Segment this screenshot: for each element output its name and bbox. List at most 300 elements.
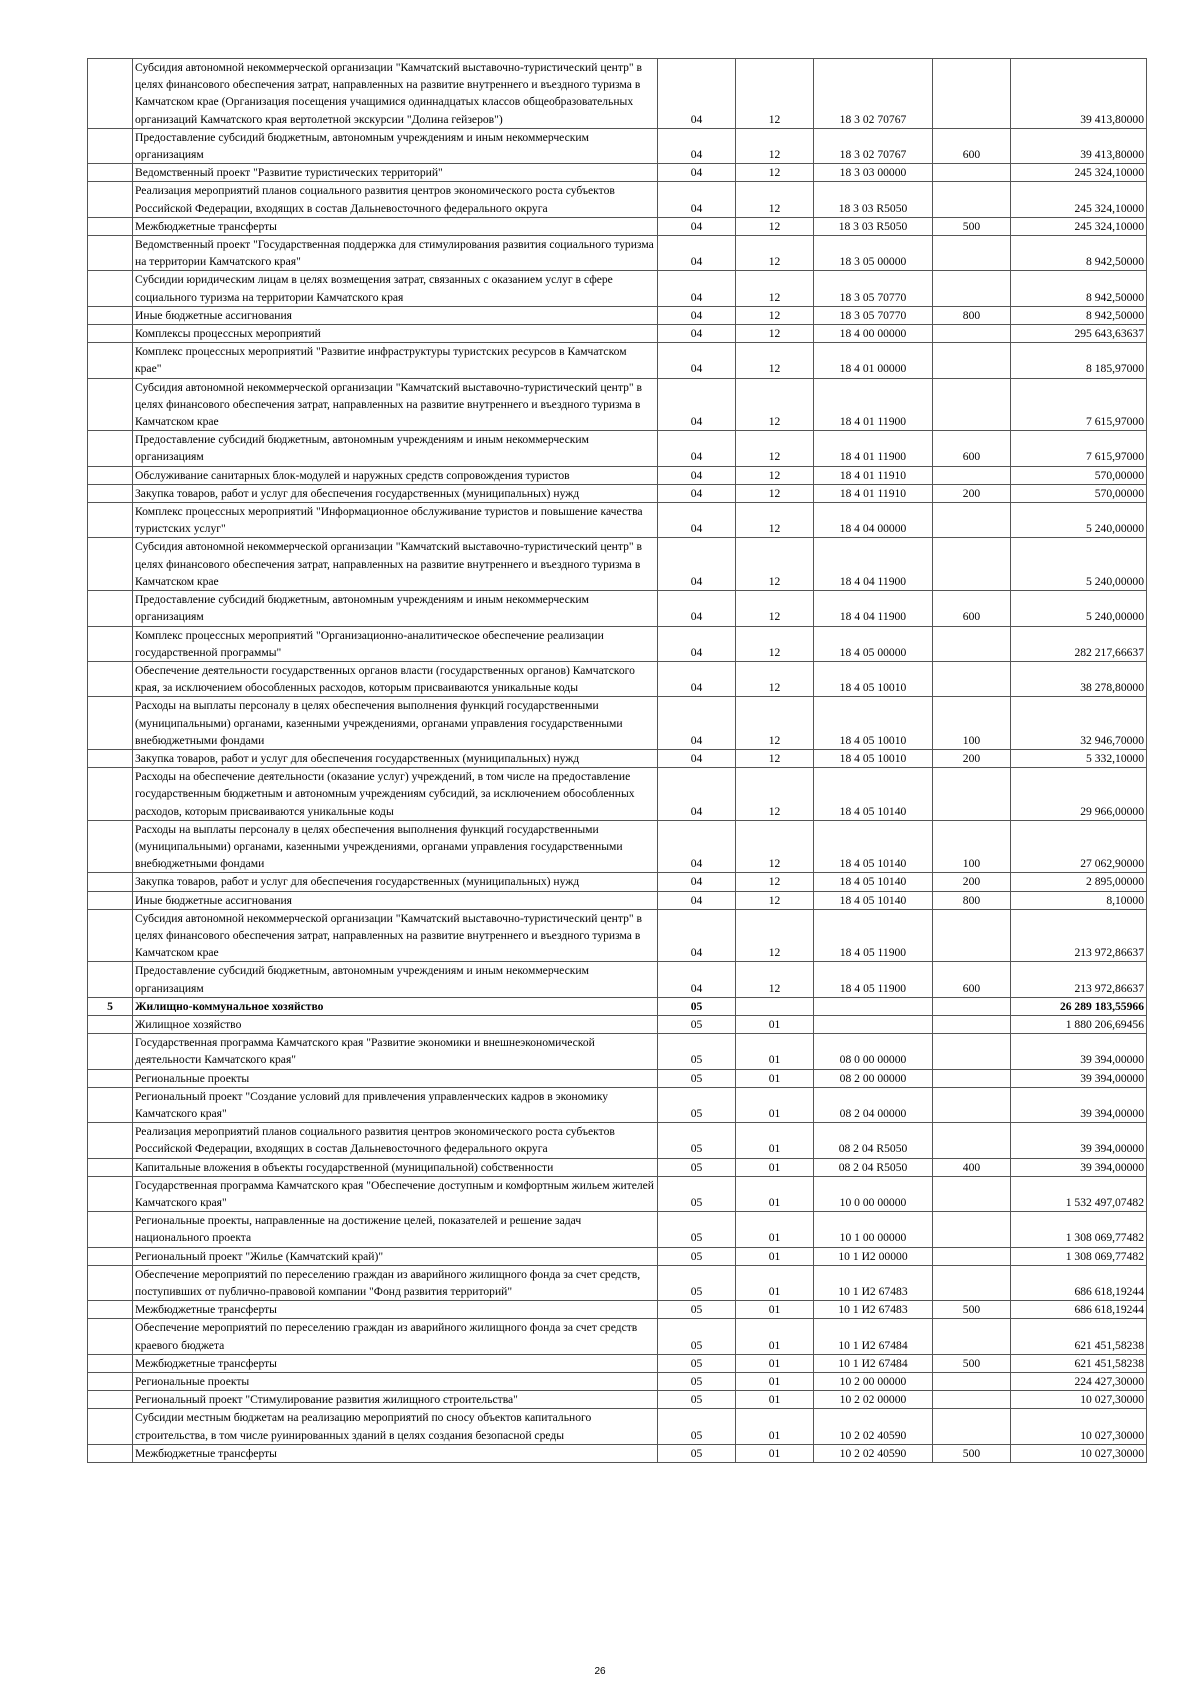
expense-type-cell [933,538,1011,591]
section-number-cell [88,59,133,129]
item-name-cell: Обеспечение мероприятий по переселению граждан из аварийного жилищного фонда за счет средств, поступивших от публично-правовой компании "Фонд развития территорий" [133,1265,658,1300]
section-code-cell: 05 [658,1301,736,1319]
item-name-cell: Обеспечение деятельности государственных органов власти (государственных органов) Камчатского края, за исключением обособленных расходов, которым присваиваются уникальные коды [133,661,658,696]
amount-cell: 39 394,00000 [1011,1034,1147,1069]
section-code-cell: 04 [658,217,736,235]
expense-type-cell: 600 [933,591,1011,626]
item-name-cell: Государственная программа Камчатского края "Обеспечение доступным и комфортным жильем жителей Камчатского края" [133,1176,658,1211]
table-row [88,1069,1147,1087]
section-code-cell: 04 [658,591,736,626]
target-article-cell: 10 1 И2 67484 [814,1319,933,1354]
table-row [88,1373,1147,1391]
expense-type-cell [933,1015,1011,1033]
subsection-code-cell: 12 [736,59,814,129]
subsection-code-cell: 12 [736,891,814,909]
section-code-cell: 05 [658,997,736,1015]
table-row [88,217,1147,235]
section-number-cell [88,1212,133,1247]
expense-type-cell [933,768,1011,821]
page-number: 26 [594,1666,606,1677]
amount-cell: 224 427,30000 [1011,1373,1147,1391]
amount-cell: 27 062,90000 [1011,820,1147,873]
target-article-cell [814,1015,933,1033]
target-article-cell: 08 0 00 00000 [814,1034,933,1069]
item-name-cell: Реализация мероприятий планов социального развития центров экономического роста субъектов Российской Федерации, входящих в состав Дальневосточного федерального округа [133,182,658,217]
section-code-cell: 05 [658,1409,736,1444]
amount-cell: 39 394,00000 [1011,1158,1147,1176]
amount-cell: 1 308 069,77482 [1011,1212,1147,1247]
target-article-cell: 18 4 01 11910 [814,466,933,484]
section-number-cell [88,1444,133,1462]
expense-type-cell: 200 [933,749,1011,767]
subsection-code-cell: 01 [736,1087,814,1122]
expense-type-cell [933,1069,1011,1087]
section-number-cell [88,1176,133,1211]
section-number-cell [88,466,133,484]
target-article-cell: 18 4 01 11910 [814,484,933,502]
subsection-code-cell: 12 [736,306,814,324]
section-code-cell: 04 [658,873,736,891]
section-number-cell [88,697,133,750]
expense-type-cell [933,1034,1011,1069]
table-row [88,164,1147,182]
table-row [88,1158,1147,1176]
expense-type-cell [933,503,1011,538]
expense-type-cell [933,1212,1011,1247]
expense-type-cell [933,1265,1011,1300]
item-name-cell: Обслуживание санитарных блок-модулей и наружных средств сопровождения туристов [133,466,658,484]
subsection-code-cell: 01 [736,1176,814,1211]
subsection-code-cell: 01 [736,1409,814,1444]
expense-type-cell [933,466,1011,484]
expense-type-cell [933,909,1011,962]
section-code-cell: 04 [658,325,736,343]
subsection-code-cell: 12 [736,325,814,343]
section-number-cell [88,591,133,626]
section-number-cell [88,1301,133,1319]
section-code-cell: 04 [658,626,736,661]
amount-cell: 8 942,50000 [1011,306,1147,324]
target-article-cell: 10 2 02 40590 [814,1444,933,1462]
amount-cell: 10 027,30000 [1011,1444,1147,1462]
section-number-cell [88,749,133,767]
subsection-code-cell: 12 [736,749,814,767]
item-name-cell: Предоставление субсидий бюджетным, автономным учреждениям и иным некоммерческим организациям [133,962,658,997]
expense-type-cell [933,271,1011,306]
target-article-cell: 18 4 04 00000 [814,503,933,538]
expense-type-cell [933,236,1011,271]
table-row [88,306,1147,324]
item-name-cell: Субсидия автономной некоммерческой организации "Камчатский выставочно-туристический центр" в целях финансового обеспечения затрат, направленных на развитие внутреннего и въездного туризма в Камчатском крае [133,909,658,962]
table-row [88,1034,1147,1069]
section-number-cell [88,1373,133,1391]
expense-type-cell [933,182,1011,217]
amount-cell: 2 895,00000 [1011,873,1147,891]
expense-type-cell: 500 [933,217,1011,235]
item-name-cell: Субсидии местным бюджетам на реализацию мероприятий по сносу объектов капитального строительства, в том числе руинированных зданий в целях создания безопасной среды [133,1409,658,1444]
section-number-cell [88,1123,133,1158]
subsection-code-cell: 12 [736,503,814,538]
subsection-code-cell: 01 [736,1391,814,1409]
expense-type-cell [933,59,1011,129]
item-name-cell: Субсидии юридическим лицам в целях возмещения затрат, связанных с оказанием услуг в сфере социального туризма на территории Камчатского края [133,271,658,306]
section-code-cell: 04 [658,378,736,431]
target-article-cell: 10 0 00 00000 [814,1176,933,1211]
item-name-cell: Комплекс процессных мероприятий "Развитие инфраструктуры туристских ресурсов в Камчатском крае" [133,343,658,378]
expense-type-cell [933,1319,1011,1354]
expense-type-cell: 500 [933,1354,1011,1372]
subsection-code-cell: 01 [736,1247,814,1265]
section-number-cell [88,1319,133,1354]
section-code-cell: 05 [658,1247,736,1265]
table-row [88,343,1147,378]
amount-cell: 570,00000 [1011,466,1147,484]
target-article-cell: 18 4 05 10140 [814,820,933,873]
subsection-code-cell: 12 [736,378,814,431]
amount-cell: 245 324,10000 [1011,182,1147,217]
section-code-cell: 05 [658,1354,736,1372]
amount-cell: 8 942,50000 [1011,271,1147,306]
item-name-cell: Комплекс процессных мероприятий "Информационное обслуживание туристов и повышение качества туристских услуг" [133,503,658,538]
amount-cell: 245 324,10000 [1011,164,1147,182]
section-number-cell [88,538,133,591]
budget-table [87,58,1147,1463]
expense-type-cell [933,1123,1011,1158]
amount-cell: 5 240,00000 [1011,538,1147,591]
section-number-cell [88,484,133,502]
table-row [88,1247,1147,1265]
section-code-cell: 05 [658,1444,736,1462]
target-article-cell: 08 2 04 R5050 [814,1123,933,1158]
item-name-cell: Реализация мероприятий планов социального развития центров экономического роста субъектов Российской Федерации, входящих в состав Дальневосточного федерального округа [133,1123,658,1158]
target-article-cell: 18 3 05 00000 [814,236,933,271]
table-row [88,1265,1147,1300]
item-name-cell: Закупка товаров, работ и услуг для обеспечения государственных (муниципальных) нужд [133,484,658,502]
section-code-cell: 04 [658,271,736,306]
item-name-cell: Межбюджетные трансферты [133,1354,658,1372]
table-row [88,1444,1147,1462]
target-article-cell: 18 3 02 70767 [814,59,933,129]
expense-type-cell [933,1409,1011,1444]
subsection-code-cell: 12 [736,164,814,182]
subsection-code-cell: 12 [736,343,814,378]
item-name-cell: Иные бюджетные ассигнования [133,891,658,909]
target-article-cell: 18 3 02 70767 [814,128,933,163]
section-code-cell: 04 [658,128,736,163]
amount-cell: 39 394,00000 [1011,1087,1147,1122]
subsection-code-cell: 12 [736,484,814,502]
section-code-cell: 05 [658,1373,736,1391]
item-name-cell: Предоставление субсидий бюджетным, автономным учреждениям и иным некоммерческим организациям [133,591,658,626]
table-row [88,1176,1147,1211]
subsection-code-cell: 01 [736,1444,814,1462]
item-name-cell: Жилищно-коммунальное хозяйство [133,997,658,1015]
amount-cell: 39 394,00000 [1011,1123,1147,1158]
amount-cell: 39 413,80000 [1011,59,1147,129]
target-article-cell: 18 4 01 11900 [814,378,933,431]
expense-type-cell [933,1087,1011,1122]
item-name-cell: Государственная программа Камчатского края "Развитие экономики и внешнеэкономической деятельности Камчатского края" [133,1034,658,1069]
subsection-code-cell: 12 [736,697,814,750]
target-article-cell: 08 2 00 00000 [814,1069,933,1087]
section-code-cell: 05 [658,1265,736,1300]
table-row [88,271,1147,306]
expense-type-cell: 200 [933,484,1011,502]
table-row [88,820,1147,873]
amount-cell: 29 966,00000 [1011,768,1147,821]
section-number-cell [88,164,133,182]
amount-cell: 8 185,97000 [1011,343,1147,378]
section-number-cell [88,128,133,163]
target-article-cell: 18 4 05 10010 [814,697,933,750]
section-number-cell [88,1409,133,1444]
subsection-code-cell: 12 [736,217,814,235]
amount-cell: 39 394,00000 [1011,1069,1147,1087]
section-number-cell [88,1015,133,1033]
amount-cell: 686 618,19244 [1011,1265,1147,1300]
section-number-cell [88,891,133,909]
item-name-cell: Расходы на выплаты персоналу в целях обеспечения выполнения функций государственными (муниципальными) органами, казенными учреждениями, органами управления государственными внебюджетными фондами [133,697,658,750]
amount-cell: 7 615,97000 [1011,378,1147,431]
amount-cell: 5 240,00000 [1011,591,1147,626]
section-number-cell [88,1034,133,1069]
table-row [88,1087,1147,1122]
target-article-cell: 18 4 01 11900 [814,431,933,466]
section-number-cell [88,1247,133,1265]
subsection-code-cell: 12 [736,128,814,163]
amount-cell: 8,10000 [1011,891,1147,909]
section-number-cell [88,768,133,821]
subsection-code-cell: 01 [736,1373,814,1391]
subsection-code-cell: 12 [736,182,814,217]
table-row [88,466,1147,484]
amount-cell: 39 413,80000 [1011,128,1147,163]
section-number-cell [88,661,133,696]
expense-type-cell [933,378,1011,431]
amount-cell: 10 027,30000 [1011,1409,1147,1444]
amount-cell: 686 618,19244 [1011,1301,1147,1319]
expense-type-cell [933,1391,1011,1409]
item-name-cell: Региональные проекты [133,1373,658,1391]
section-number-cell [88,325,133,343]
section-number-cell [88,236,133,271]
table-row [88,591,1147,626]
section-number-cell [88,378,133,431]
expense-type-cell: 200 [933,873,1011,891]
target-article-cell: 18 3 05 70770 [814,306,933,324]
target-article-cell: 18 4 05 10010 [814,749,933,767]
table-row [88,1015,1147,1033]
subsection-code-cell: 01 [736,1212,814,1247]
target-article-cell: 18 4 05 11900 [814,909,933,962]
expense-type-cell: 400 [933,1158,1011,1176]
section-code-cell: 04 [658,343,736,378]
section-code-cell: 04 [658,768,736,821]
item-name-cell: Закупка товаров, работ и услуг для обеспечения государственных (муниципальных) нужд [133,873,658,891]
item-name-cell: Предоставление субсидий бюджетным, автономным учреждениям и иным некоммерческим организациям [133,431,658,466]
expense-type-cell: 500 [933,1301,1011,1319]
item-name-cell: Расходы на обеспечение деятельности (оказание услуг) учреждений, в том числе на предоставление государственным бюджетным и автономным учреждениям субсидий, за исключением обособленных расходов, которым присваиваются уникальные коды [133,768,658,821]
table-row [88,661,1147,696]
amount-cell: 213 972,86637 [1011,909,1147,962]
amount-cell: 5 332,10000 [1011,749,1147,767]
section-number-cell [88,1391,133,1409]
amount-cell: 32 946,70000 [1011,697,1147,750]
amount-cell: 621 451,58238 [1011,1354,1147,1372]
amount-cell: 10 027,30000 [1011,1391,1147,1409]
target-article-cell: 10 1 И2 00000 [814,1247,933,1265]
expense-type-cell: 800 [933,891,1011,909]
expense-type-cell [933,325,1011,343]
table-row [88,909,1147,962]
section-number-cell [88,909,133,962]
target-article-cell: 18 3 03 00000 [814,164,933,182]
item-name-cell: Иные бюджетные ассигнования [133,306,658,324]
section-code-cell: 05 [658,1319,736,1354]
subsection-code-cell: 01 [736,1034,814,1069]
item-name-cell: Региональный проект "Жилье (Камчатский край)" [133,1247,658,1265]
section-code-cell: 04 [658,538,736,591]
section-code-cell: 04 [658,466,736,484]
target-article-cell: 18 4 05 10140 [814,891,933,909]
subsection-code-cell: 01 [736,1158,814,1176]
section-number-cell [88,306,133,324]
section-code-cell: 04 [658,484,736,502]
section-number-cell [88,962,133,997]
table-row [88,891,1147,909]
table-row [88,697,1147,750]
item-name-cell: Субсидия автономной некоммерческой организации "Камчатский выставочно-туристический центр" в целях финансового обеспечения затрат, направленных на развитие внутреннего и въездного туризма в Камчатском крае [133,538,658,591]
item-name-cell: Жилищное хозяйство [133,1015,658,1033]
amount-cell: 5 240,00000 [1011,503,1147,538]
section-code-cell: 05 [658,1087,736,1122]
item-name-cell: Расходы на выплаты персоналу в целях обеспечения выполнения функций государственными (муниципальными) органами, казенными учреждениями, органами управления государственными внебюджетными фондами [133,820,658,873]
section-number-cell [88,271,133,306]
table-body [88,59,1147,1463]
expense-type-cell: 100 [933,697,1011,750]
item-name-cell: Капитальные вложения в объекты государственной (муниципальной) собственности [133,1158,658,1176]
section-number-cell [88,873,133,891]
item-name-cell: Субсидия автономной некоммерческой организации "Камчатский выставочно-туристический центр" в целях финансового обеспечения затрат, направленных на развитие внутреннего и въездного туризма в Камчатском крае (Организация посещения учащимися одиннадцатых классов общеобразовательных организаций Камчатского края вертолетной экскурсии "Долина гейзеров") [133,59,658,129]
subsection-code-cell: 01 [736,1319,814,1354]
target-article-cell [814,997,933,1015]
amount-cell: 245 324,10000 [1011,217,1147,235]
item-name-cell: Межбюджетные трансферты [133,1301,658,1319]
expense-type-cell: 600 [933,431,1011,466]
item-name-cell: Региональный проект "Создание условий для привлечения управленческих кадров в экономику Камчатского края" [133,1087,658,1122]
amount-cell: 38 278,80000 [1011,661,1147,696]
item-name-cell: Региональные проекты, направленные на достижение целей, показателей и решение задач национального проекта [133,1212,658,1247]
subsection-code-cell: 12 [736,236,814,271]
amount-cell: 295 643,63637 [1011,325,1147,343]
section-code-cell: 04 [658,820,736,873]
item-name-cell: Региональный проект "Стимулирование развития жилищного строительства" [133,1391,658,1409]
item-name-cell: Межбюджетные трансферты [133,1444,658,1462]
section-number-cell [88,217,133,235]
subsection-code-cell: 12 [736,768,814,821]
target-article-cell: 10 1 00 00000 [814,1212,933,1247]
table-row [88,962,1147,997]
amount-cell: 282 217,66637 [1011,626,1147,661]
table-row [88,1354,1147,1372]
table-row [88,378,1147,431]
section-code-cell: 04 [658,306,736,324]
target-article-cell: 18 4 05 10010 [814,661,933,696]
table-row [88,59,1147,129]
table-row [88,128,1147,163]
expense-type-cell: 600 [933,128,1011,163]
table-row [88,626,1147,661]
section-number-cell [88,1265,133,1300]
subsection-code-cell: 12 [736,873,814,891]
item-name-cell: Комплекс процессных мероприятий "Организационно-аналитическое обеспечение реализации государственной программы" [133,626,658,661]
item-name-cell: Комплексы процессных мероприятий [133,325,658,343]
target-article-cell: 10 2 02 00000 [814,1391,933,1409]
target-article-cell: 18 3 05 70770 [814,271,933,306]
amount-cell: 26 289 183,55966 [1011,997,1147,1015]
target-article-cell: 10 2 02 40590 [814,1409,933,1444]
section-code-cell: 05 [658,1391,736,1409]
subsection-code-cell: 12 [736,466,814,484]
item-name-cell: Региональные проекты [133,1069,658,1087]
target-article-cell: 18 4 05 11900 [814,962,933,997]
section-number-cell [88,343,133,378]
table-row [88,749,1147,767]
section-code-cell: 05 [658,1034,736,1069]
section-code-cell: 05 [658,1212,736,1247]
table-row [88,236,1147,271]
table-row [88,503,1147,538]
section-code-cell: 05 [658,1158,736,1176]
section-code-cell: 05 [658,1176,736,1211]
expense-type-cell [933,343,1011,378]
amount-cell: 213 972,86637 [1011,962,1147,997]
section-code-cell: 04 [658,891,736,909]
target-article-cell: 10 1 И2 67483 [814,1301,933,1319]
subsection-code-cell: 01 [736,1123,814,1158]
section-code-cell: 04 [658,962,736,997]
section-number-cell [88,1354,133,1372]
subsection-code-cell: 12 [736,820,814,873]
section-code-cell: 04 [658,59,736,129]
amount-cell: 8 942,50000 [1011,236,1147,271]
section-code-cell: 04 [658,749,736,767]
section-number-cell [88,182,133,217]
target-article-cell: 18 4 05 10140 [814,768,933,821]
subsection-code-cell: 12 [736,271,814,306]
section-code-cell: 04 [658,661,736,696]
amount-cell: 1 308 069,77482 [1011,1247,1147,1265]
subsection-code-cell: 01 [736,1354,814,1372]
target-article-cell: 08 2 04 R5050 [814,1158,933,1176]
item-name-cell: Закупка товаров, работ и услуг для обеспечения государственных (муниципальных) нужд [133,749,658,767]
section-number-cell [88,1158,133,1176]
subsection-code-cell: 01 [736,1301,814,1319]
expense-type-cell: 800 [933,306,1011,324]
table-row [88,997,1147,1015]
expense-type-cell: 500 [933,1444,1011,1462]
table-row [88,182,1147,217]
expense-type-cell: 100 [933,820,1011,873]
section-code-cell: 04 [658,909,736,962]
table-row [88,1123,1147,1158]
subsection-code-cell: 12 [736,538,814,591]
expense-type-cell: 600 [933,962,1011,997]
target-article-cell: 18 4 05 10140 [814,873,933,891]
section-code-cell: 05 [658,1015,736,1033]
target-article-cell: 10 1 И2 67484 [814,1354,933,1372]
amount-cell: 1 532 497,07482 [1011,1176,1147,1211]
